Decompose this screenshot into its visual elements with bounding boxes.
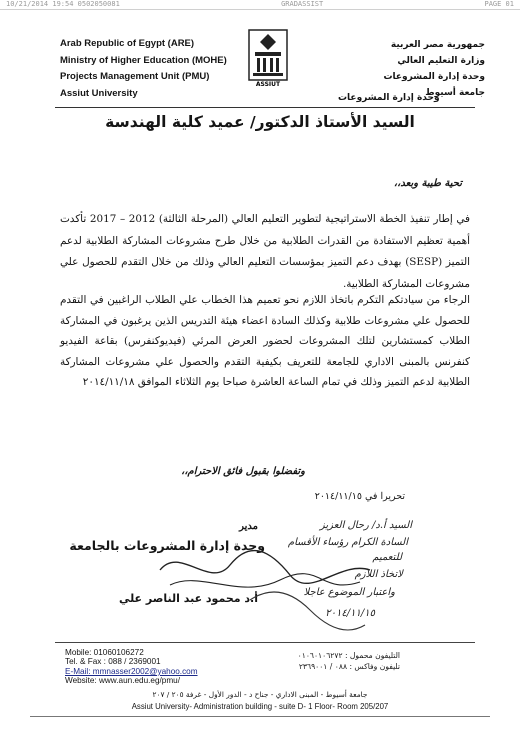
footer-contact-en [65, 648, 198, 686]
footer-mobile-ar: التليفون محمول : ٠١٠٦٠١٠٦٢٧٢ [297, 651, 400, 660]
footer-tel-ar: تليفون وفاكس : ٠٨٨ / ٢٣٦٩٠٠١ [298, 662, 400, 671]
signature-title: مدير [239, 521, 258, 532]
unit-line: Projects Management Unit (PMU) [60, 71, 210, 82]
addressee: السيد الأستاذ الدكتور/ عميد كلية الهندسة [105, 113, 415, 131]
country-line: Arab Republic of Egypt (ARE) [60, 38, 195, 49]
handwritten-line-4: لاتخاذ اللازم [354, 569, 403, 580]
handwritten-line-2: السادة الكرام رؤساء الأقسام [287, 537, 408, 548]
footer-address-ar: جامعة أسيوط - المبنى الاداري - جناح د - الدور الأول - غرفة ٢٠٥ / ٢٠٧ [152, 690, 368, 699]
footer-tel: Tel. & Fax : 088 / 2369001 [65, 657, 161, 667]
fax-header-left: 10/21/2014 19:54 0502050081 [6, 0, 120, 8]
fax-header-right: PAGE 01 [484, 0, 514, 8]
ministry-line-ar: وزارة التعليم العالي [397, 56, 485, 66]
paragraph-2: الرجاء من سيادتكم التكرم باتخاذ اللازم نحو تعميم هذا الخطاب علي الطلاب الراغبين في التقدم للحصول علي مشروعات طلابية وكذلك السادة اعضاء هيئة التدريس الذين يرغبون في المشاركة الطلاب كمستشارين لتلك المشروعات لحضور العرض المرئي (فيديوكنفرس) بقاعة الفيديو كنفرنس بالمبنى الاداري للجامعة للتعريف بكيفية التقدم والحصول علي مشروعات المشاركة الطلابية لدعم التميز وذلك في تمام الساعة العاشرة صباحا يوم الثلاثاء الموافق ٢٠١٤/١١/١٨ [60, 294, 470, 389]
svg-text:ASSIUT: ASSIUT [255, 81, 281, 88]
university-line-ar: جامعة أسيوط [425, 88, 485, 98]
fax-header-center: GRADASSIST [281, 0, 324, 8]
greeting: تحية طيبة وبعد،، [393, 178, 462, 189]
footer-website[interactable]: Website: www.aun.edu.eg/pmu/ [65, 676, 180, 686]
handwritten-line-5: واعتبار الموضوع عاجلا [303, 587, 395, 598]
footer-divider [55, 642, 475, 643]
signature-unit: وحدة إدارة المشروعات بالجامعة [69, 538, 265, 553]
handwritten-line-3: للتعميم [372, 552, 402, 563]
date-written: تحريرا في ٢٠١٤/١١/١٥ [314, 491, 405, 502]
letterhead-arabic [383, 37, 485, 101]
handwritten-line-1: السيد أ.د/ رحال العزيز [319, 520, 412, 531]
handwritten-date: ٢٠١٤/١١/١٥ [325, 608, 375, 619]
country-line-ar: جمهورية مصر العربية [390, 40, 485, 50]
footer-contact-ar [298, 650, 400, 672]
fax-header [0, 0, 520, 10]
university-line: Assiut University [60, 87, 138, 99]
unit-line-ar: وحدة إدارة المشروعات [383, 72, 485, 82]
footer-bottom-rule [30, 716, 490, 717]
pmu-caption: وحدة إدارة المشروعات [338, 93, 440, 103]
footer-email[interactable]: E-Mail: mmnasser2002@yahoo.com [65, 666, 198, 676]
header-divider [55, 107, 475, 108]
university-logo [247, 28, 289, 88]
closing: وتفضلوا بقبول فائق الاحترام،، [181, 466, 305, 477]
paragraph-1: في إطار تنفيذ الخطة الاستراتيجية لتطوير التعليم العالي (المرحلة الثالثة) 2012 – 2017 تأكدت أهمية تعظيم الاستفادة من القدرات الطلابية من خلال طرح مشروعات المشاركة الطلابية لدعم التميز (SESP) بهدف دعم التميز بمؤسسات التعليم العالي وذلك من خلال التقدم للحصول علي مشروعات المشاركة الطلابية. [60, 213, 470, 290]
ministry-line: Ministry of Higher Education (MOHE) [60, 54, 227, 66]
footer-address-en: Assiut University- Administration building - suite D- 1 Floor- Room 205/207 [131, 702, 389, 711]
letterhead-english [60, 36, 227, 102]
footer-mobile: Mobile: 01060106272 [65, 648, 144, 657]
signature-name: أ.د محمود عبد الناصر علي [118, 592, 258, 605]
